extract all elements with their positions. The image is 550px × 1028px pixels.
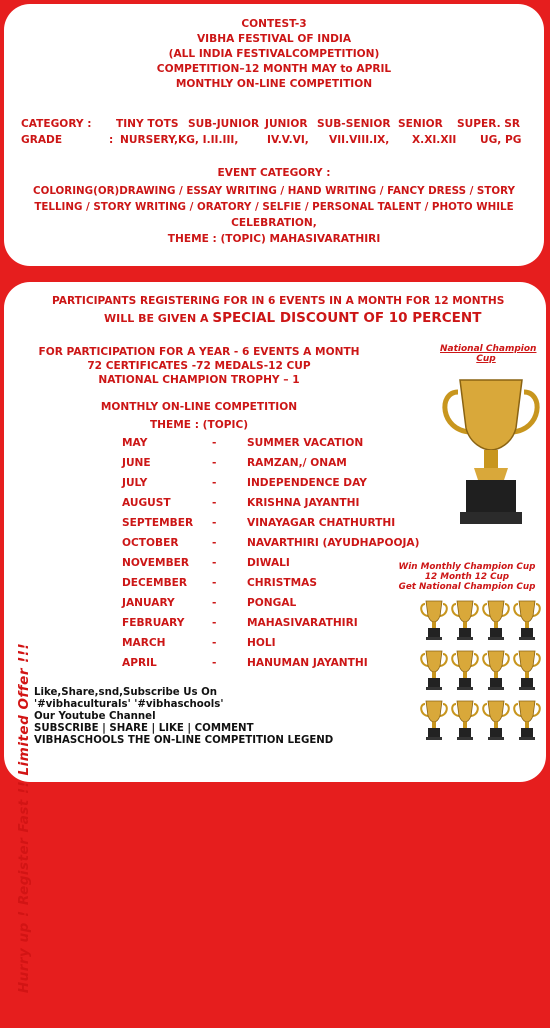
monthly-cup-icon [513,598,541,642]
schedule-month: JANUARY [122,597,175,609]
footer-line-5: VIBHASCHOOLS THE ON-LINE COMPETITION LEGEND [34,735,334,746]
monthly-cup-icon [482,648,510,692]
grade-super-senior: UG, PG [480,134,522,146]
offer-line-2 [104,310,481,326]
category-junior: JUNIOR [265,118,308,130]
grade-tiny-tots: NURSERY,KG, I.II.III, [120,134,239,146]
schedule-month: OCTOBER [122,537,179,549]
year-line-1: FOR PARTICIPATION FOR A YEAR - 6 EVENTS A MONTH [38,346,360,358]
schedule-theme: CHRISTMAS [247,577,317,589]
grade-senior: X.XI.XII [412,134,457,146]
year-line-3: NATIONAL CHAMPION TROPHY – 1 [98,374,300,386]
offer-panel [4,282,546,994]
schedule-month: MAY [122,437,148,449]
event-line-3: CELEBRATION, [231,217,317,229]
monthly-cup-icon [420,598,448,642]
schedule-dash: - [212,657,217,669]
schedule-theme: SUMMER VACATION [247,437,364,449]
schedule-dash: - [212,617,217,629]
festival-title: VIBHA FESTIVAL OF INDIA [196,33,352,45]
event-category-title: EVENT CATEGORY : [217,167,331,179]
grade-sub-senior: VII.VIII.IX, [329,134,390,146]
footer-line-4: SUBSCRIBE | SHARE | LIKE | COMMENT [34,723,254,734]
schedule-dash: - [212,537,217,549]
schedule-month: DECEMBER [122,577,188,589]
schedule-dash: - [212,517,217,529]
schedule-theme: KRISHNA JAYANTHI [247,497,360,509]
schedule-month: NOVEMBER [122,557,190,569]
schedule-theme: VINAYAGAR CHATHURTHI [247,517,396,529]
contest-info-panel [4,4,544,266]
schedule-theme: HOLI [247,637,276,649]
monthly-cup-icon [482,598,510,642]
schedule-theme: DIWALI [247,557,290,569]
schedule-dash: - [212,577,217,589]
schedule-subtitle: THEME : (TOPIC) [149,419,249,431]
footer-line-1: Like,Share,snd,Subscribe Us On [34,687,218,698]
contest-number: CONTEST-3 [241,18,307,30]
category-label: CATEGORY : [21,118,92,130]
schedule-dash: - [212,437,217,449]
schedule-theme: MAHASIVARATHIRI [247,617,358,629]
monthly-cup-icon [451,648,479,692]
side-banner: Hurry up ! Register Fast !! Limited Offer !!! [16,642,32,994]
category-senior: SENIOR [398,118,443,130]
footer-line-3: Our Youtube Channel [34,711,156,722]
theme-line: THEME : (TOPIC) MAHASIVARATHIRI [167,233,381,245]
national-champion-trophy-icon [436,370,546,530]
schedule-dash: - [212,477,217,489]
monthly-cup-icon [482,698,510,742]
offer-line-2-prefix: WILL BE GIVEN A [104,312,209,325]
monthly-cup-icon [420,648,448,692]
competition-period: COMPETITION–12 MONTH MAY to APRIL [156,63,392,75]
festival-subtitle: (ALL INDIA FESTIVALCOMPETITION) [168,48,380,60]
footer [34,687,333,747]
schedule-theme: NAVARTHIRI (AYUDHAPOOJA) [247,537,420,549]
schedule-month: APRIL [122,657,157,669]
category-super-senior: SUPER. SR [457,118,521,130]
category-sub-senior: SUB-SENIOR [317,118,391,130]
special-discount: SPECIAL DISCOUNT OF 10 PERCENT [212,310,482,326]
schedule-theme: INDEPENDENCE DAY [247,477,367,489]
cups-caption: Win Monthly Champion Cup 12 Month 12 Cup Get National Champion Cup [398,562,536,592]
schedule-theme: RAMZAN,/ ONAM [247,457,347,469]
year-line-2: 72 CERTIFICATES -72 MEDALS-12 CUP [87,360,311,372]
schedule-dash: - [212,637,217,649]
national-cup-label: National Champion Cup [440,344,537,364]
event-line-1: COLORING(OR)DRAWING / ESSAY WRITING / HAND WRITING / FANCY DRESS / STORY [33,185,515,197]
footer-line-2: '#vibhaculturals' '#vibhaschools' [34,699,224,710]
grade-label: GRADE [21,134,63,146]
schedule-dash: - [212,597,217,609]
schedule-month: FEBRUARY [122,617,185,629]
schedule-dash: - [212,457,217,469]
schedule-month: SEPTEMBER [122,517,194,529]
schedule-theme: PONGAL [247,597,297,609]
monthly-cup-icon [513,648,541,692]
grade-colon: : [109,134,114,146]
category-tiny-tots: TINY TOTS [116,118,179,130]
schedule-dash: - [212,557,217,569]
category-sub-junior: SUB-JUNIOR [188,118,260,130]
competition-type: MONTHLY ON-LINE COMPETITION [175,78,373,90]
offer-line-1: PARTICIPANTS REGISTERING FOR IN 6 EVENTS IN A MONTH FOR 12 MONTHS [52,295,505,307]
schedule-month: JUNE [122,457,151,469]
monthly-cups-grid [420,598,544,742]
grade-junior: IV.V.VI, [267,134,309,146]
monthly-cup-icon [451,698,479,742]
event-line-2: TELLING / STORY WRITING / ORATORY / SELFIE / PERSONAL TALENT / PHOTO WHILE [34,201,514,213]
schedule-theme: HANUMAN JAYANTHI [247,657,368,669]
schedule-title: MONTHLY ON-LINE COMPETITION [100,401,298,413]
monthly-cup-icon [451,598,479,642]
monthly-cup-icon [420,698,448,742]
schedule-month: MARCH [122,637,166,649]
schedule-month: AUGUST [122,497,171,509]
monthly-cup-icon [513,698,541,742]
schedule-dash: - [212,497,217,509]
schedule-month: JULY [122,477,148,489]
